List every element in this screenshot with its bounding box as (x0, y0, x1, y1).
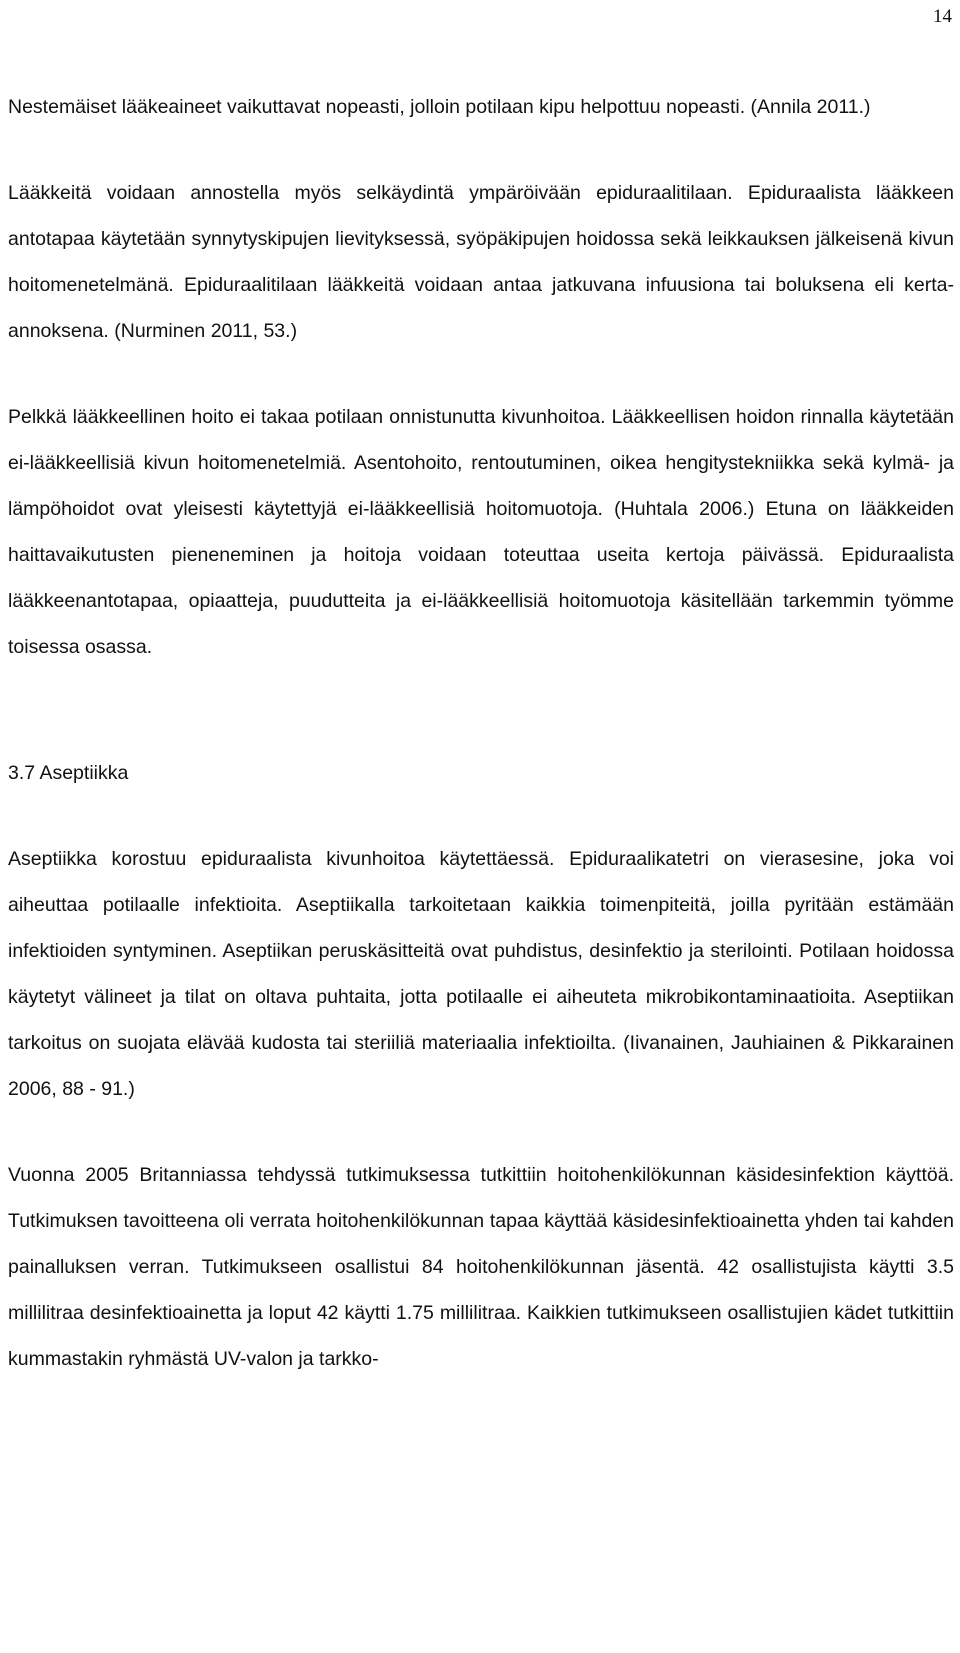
paragraph-liquid-medicines: Nestemäiset lääkeaineet vaikuttavat nopeasti, jolloin potilaan kipu helpottuu nopeasti. (Annila 2011.) (8, 96, 871, 118)
paragraph-epidural-administration: Lääkkeitä voidaan annostella myös selkäydintä ympäröivään epiduraalitilaan. Epiduraalista lääkkeen antotapaa käytetään synnytyskipujen lievityksessä, syöpäkipujen hoidossa sekä leikkauksen jälkeisenä kivun hoitomenetelmänä. Epiduraalitilaan lääkkeitä voidaan antaa jatkuvana infuusiona tai boluksena eli kerta-annoksena. (Nurminen 2011, 53.) (8, 182, 954, 342)
paragraph-aseptics: Aseptiikka korostuu epiduraalista kivunhoitoa käytettäessä. Epiduraalikatetri on vierasesine, joka voi aiheuttaa potilaalle infektioita. Aseptiikalla tarkoitetaan kaikkia toimenpiteitä, joilla pyritään estämään infektioiden syntyminen. Aseptiikan peruskäsitteitä ovat puhdistus, desinfektio ja sterilointi. Potilaan hoidossa käytetyt välineet ja tilat on oltava puhtaita, jotta potilaalle ei aiheuteta mikrobikontaminaatioita. Aseptiikan tarkoitus on suojata elävää kudosta tai steriiliä materiaalia infektioilta. (Iivanainen, Jauhiainen & Pikkarainen 2006, 88 - 91.) (8, 848, 954, 1100)
paragraph-non-drug-treatment: Pelkkä lääkkeellinen hoito ei takaa potilaan onnistunutta kivunhoitoa. Lääkkeellisen hoidon rinnalla käytetään ei-lääkkeellisiä kivun hoitomenetelmiä. Asentohoito, rentoutuminen, oikea hengitystekniikka sekä kylmä- ja lämpöhoidot ovat yleisesti käytettyjä ei-lääkkeellisiä hoitomuotoja. (Huhtala 2006.) Etuna on lääkkeiden haittavaikutusten pieneneminen ja hoitoja voidaan toteuttaa useita kertoja päivässä. Epiduraalista lääkkeenantotapaa, opiaatteja, puudutteita ja ei-lääkkeellisiä hoitomuotoja käsitellään tarkemmin työmme toisessa osassa. (8, 406, 954, 658)
paragraph-britain-study: Vuonna 2005 Britanniassa tehdyssä tutkimuksessa tutkittiin hoitohenkilökunnan käsidesinfektion käyttöä. Tutkimuksen tavoitteena oli verrata hoitohenkilökunnan tapaa käyttää käsidesinfektioainetta yhden tai kahden painalluksen verran. Tutkimukseen osallistui 84 hoitohenkilökunnan jäsentä. 42 osallistujista käytti 3.5 millilitraa desinfektioainetta ja loput 42 käytti 1.75 millilitraa. Kaikkien tutkimukseen osallistujien kädet tutkittiin kummastakin ryhmästä UV-valon ja tarkko- (8, 1164, 954, 1370)
document-body (8, 84, 954, 1382)
page-number: 14 (933, 6, 952, 27)
section-heading-aseptics: 3.7 Aseptiikka (8, 762, 129, 784)
